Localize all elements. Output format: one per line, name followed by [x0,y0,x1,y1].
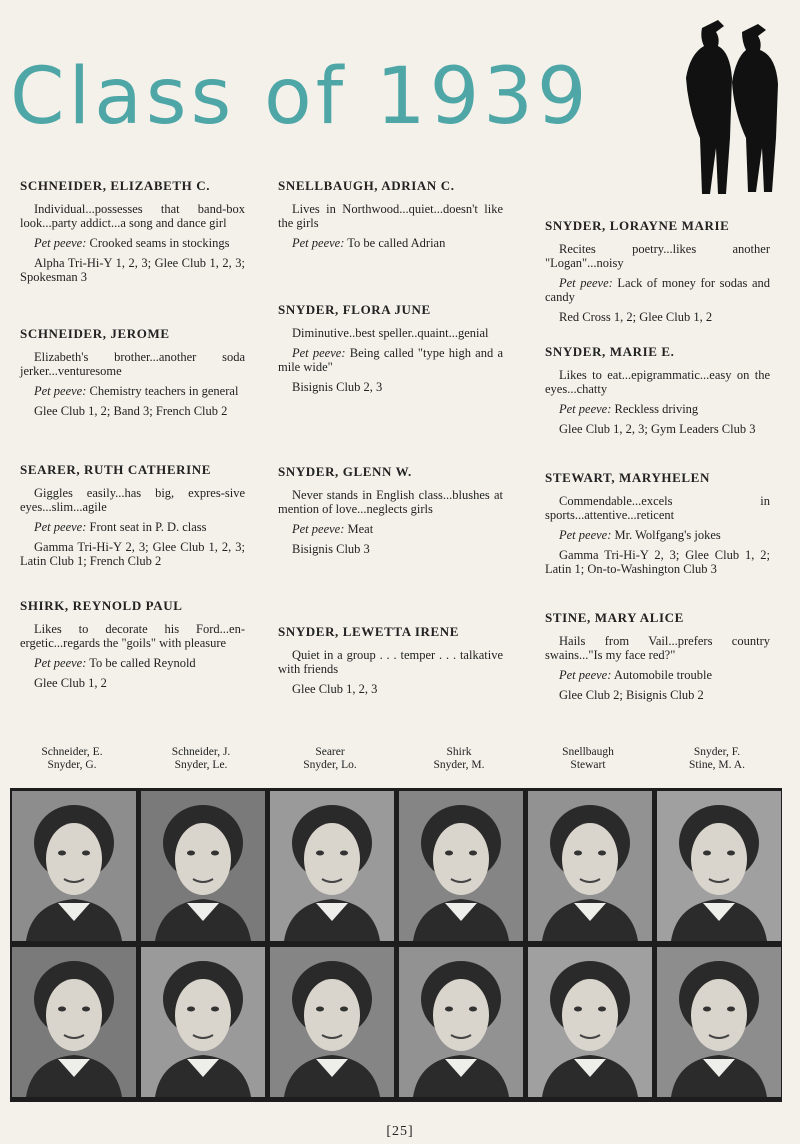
student-description: Recites poetry...likes another "Logan"...noisy [545,242,770,270]
student-description: Hails from Vail...prefers country swains..."Is my face red?" [545,634,770,662]
student-portrait [12,791,136,941]
pet-peeve-label: Pet peeve: [559,402,612,416]
pet-peeve-label: Pet peeve: [559,528,612,542]
student-entry [545,470,770,582]
pet-peeve-text: Lack of money for sodas and candy [545,276,770,304]
club-activities: Glee Club 1, 2 [34,676,107,690]
student-description: Lives in Northwood...quiet...doesn't like the girls [278,202,503,230]
student-name: SNYDER, LEWETTA IRENE [278,624,460,639]
club-activities: Glee Club 1, 2; Band 3; French Club 2 [34,404,228,418]
page-title: Class of 1939 [10,52,591,142]
student-portrait [399,791,523,941]
pet-peeve-label: Pet peeve: [34,384,87,398]
graduates-silhouette-image [680,18,790,198]
student-portrait [657,791,781,941]
student-description: Quiet in a group . . . temper . . . talkative with friends [278,648,503,676]
photo-caption: Snellbaugh Stewart [562,746,614,771]
student-entry [545,218,770,330]
student-entry [20,326,245,424]
pet-peeve-label: Pet peeve: [559,276,613,290]
student-entry [278,302,503,400]
student-entry [278,464,503,562]
club-activities: Alpha Tri-Hi-Y 1, 2, 3; Glee Club 1, 2, 3; Spokesman 3 [20,256,245,284]
student-entry [20,462,245,574]
pet-peeve [545,276,770,304]
student-entry [278,178,503,256]
student-name: SNYDER, MARIE E. [545,344,675,359]
page-number: [25] [386,1124,414,1139]
student-description: Likes to eat...epigrammatic...easy on the eyes...chatty [545,368,770,396]
photo-caption: Shirk Snyder, M. [433,746,485,771]
student-portrait [141,947,265,1097]
pet-peeve [278,236,503,250]
photo-caption: Schneider, E. Snyder, G. [41,746,103,771]
pet-peeve-text: Mr. Wolfgang's jokes [614,528,721,542]
club-activities: Red Cross 1, 2; Glee Club 1, 2 [559,310,713,324]
student-name: SNYDER, LORAYNE MARIE [545,218,730,233]
pet-peeve [20,520,245,534]
pet-peeve-text: To be called Reynold [89,656,196,670]
student-portrait [141,791,265,941]
club-activities: Gamma Tri-Hi-Y 2, 3; Glee Club 1, 2, 3; Latin Club 1; French Club 2 [20,540,245,568]
pet-peeve-text: To be called Adrian [347,236,446,250]
student-portrait [399,947,523,1097]
pet-peeve-label: Pet peeve: [34,520,87,534]
student-description: Elizabeth's brother...another soda jerker...venturesome [20,350,245,378]
pet-peeve-label: Pet peeve: [34,236,87,250]
club-activities: Glee Club 2; Bisignis Club 2 [559,688,704,702]
pet-peeve [545,668,770,682]
student-description: Giggles easily...has big, expres-sive eyes...slim...agile [20,486,245,514]
student-description: Individual...possesses that band-box look...party addict...a song and dance girl [20,202,245,230]
student-name: STINE, MARY ALICE [545,610,684,625]
pet-peeve-text: Meat [347,522,374,536]
pet-peeve-text: Chemistry teachers in general [89,384,239,398]
pet-peeve [278,346,503,374]
student-portrait [12,947,136,1097]
student-name: SCHNEIDER, ELIZABETH C. [20,178,211,193]
student-entry [20,178,245,290]
club-activities: Bisignis Club 2, 3 [292,380,383,394]
student-portrait [528,947,652,1097]
club-activities: Glee Club 1, 2, 3 [292,682,378,696]
photo-caption: Snyder, F. Stine, M. A. [689,746,745,771]
pet-peeve-text: Automobile trouble [613,668,713,682]
pet-peeve-label: Pet peeve: [292,522,345,536]
student-name: SNYDER, GLENN W. [278,464,412,479]
student-description: Diminutive..best speller..quaint...genial [292,326,489,340]
pet-peeve-text: Crooked seams in stockings [89,236,230,250]
pet-peeve [545,402,770,416]
pet-peeve [545,528,770,542]
photo-caption: Searer Snyder, Lo. [303,746,357,771]
student-name: SNELLBAUGH, ADRIAN C. [278,178,455,193]
pet-peeve-text: Being called "type high and a mile wide" [278,346,504,374]
student-description: Never stands in English class...blushes at mention of love...neglects girls [278,488,503,516]
student-name: SEARER, RUTH CATHERINE [20,462,212,477]
photo-caption: Schneider, J. Snyder, Le. [171,746,231,771]
student-portrait [528,791,652,941]
student-portrait [657,947,781,1097]
pet-peeve-text: Front seat in P. D. class [89,520,207,534]
pet-peeve-text: Reckless driving [614,402,699,416]
pet-peeve [20,656,245,670]
student-name: STEWART, MARYHELEN [545,470,710,485]
pet-peeve-label: Pet peeve: [559,668,612,682]
student-name: SCHNEIDER, JEROME [20,326,170,341]
student-entry [278,624,503,702]
pet-peeve [278,522,503,536]
pet-peeve [20,384,245,398]
club-activities: Glee Club 1, 2, 3; Gym Leaders Club 3 [559,422,756,436]
club-activities: Gamma Tri-Hi-Y 2, 3; Glee Club 1, 2; Latin 1; On-to-Washington Club 3 [545,548,770,576]
pet-peeve-label: Pet peeve: [292,236,345,250]
student-entry [545,610,770,708]
student-name: SNYDER, FLORA JUNE [278,302,431,317]
student-description: Commendable...excels in sports...attentive...reticent [545,494,770,522]
student-name: SHIRK, REYNOLD PAUL [20,598,183,613]
student-entry [545,344,770,442]
pet-peeve-label: Pet peeve: [292,346,346,360]
student-portrait [270,947,394,1097]
portrait-grid [10,788,782,1102]
pet-peeve [20,236,245,250]
pet-peeve-label: Pet peeve: [34,656,87,670]
student-description: Likes to decorate his Ford...en-ergetic...regards the "goils" with pleasure [20,622,245,650]
club-activities: Bisignis Club 3 [292,542,370,556]
student-entry [20,598,245,696]
student-portrait [270,791,394,941]
